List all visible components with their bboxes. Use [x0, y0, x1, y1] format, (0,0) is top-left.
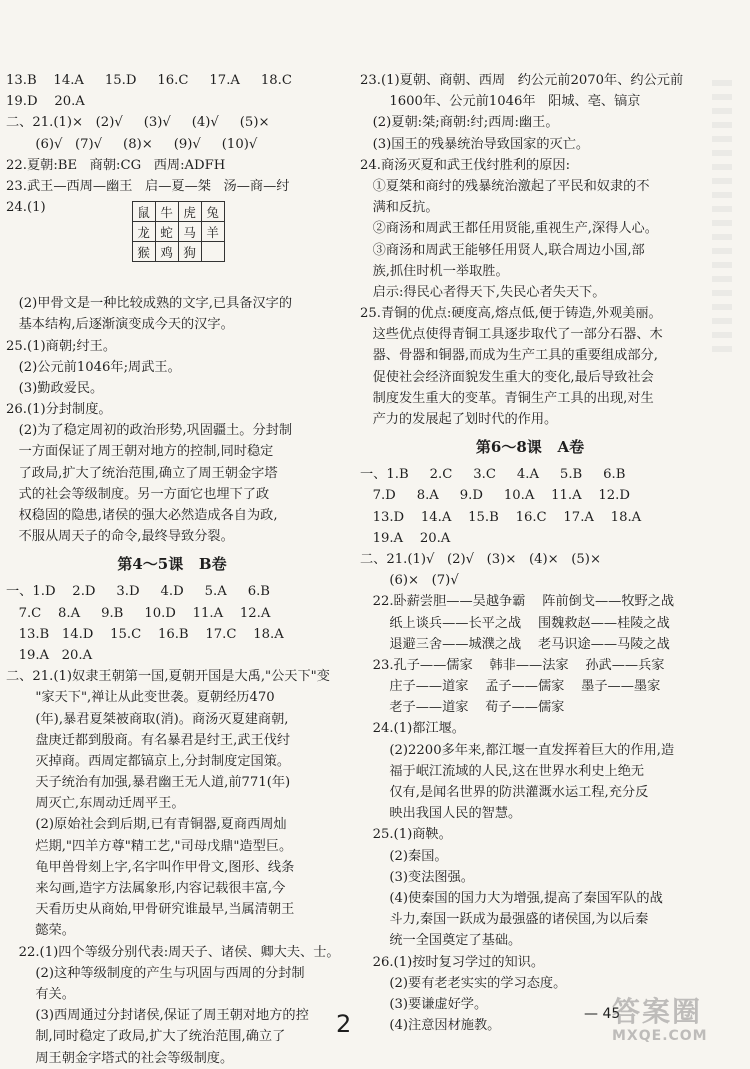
zodiac-cell: 羊: [201, 222, 224, 242]
answer-line: 龟甲兽骨刻上字,名字叫作甲骨文,图形、线条: [6, 859, 295, 875]
zodiac-cell: 牛: [155, 202, 178, 222]
answer-line: 1600年、公元前1046年 阳城、亳、镐京: [360, 94, 641, 110]
answer-line: 22.(1)四个等级分别代表:周天子、诸侯、卿大夫、士。: [6, 944, 340, 960]
answer-line: 19.A 20.A: [360, 530, 451, 546]
answer-line: (6)√ (7)√ (8)× (9)√ (10)√: [6, 136, 258, 152]
answer-line: 来勾画,造字方法属象形,内容记载很丰富,今: [6, 881, 286, 896]
answer-line: 了政局,扩大了统治范围,确立了周王朝金字塔: [6, 465, 278, 481]
answer-line: "家天下",禅让从此变世袭。夏朝经历470: [6, 690, 275, 706]
right-column: [360, 70, 700, 1036]
answer-line: 器、骨器和铜器,而成为生产工具的重要组成部分,: [360, 348, 658, 364]
answer-line: (3)西周通过分封诸侯,保证了周王朝对地方的控: [6, 1008, 309, 1024]
answer-line: 23.(1)夏朝、商朝、西周 约公元前2070年、约公元前: [360, 73, 684, 88]
answer-line: 25.(1)商鞅。: [360, 827, 452, 843]
decorative-border: [712, 80, 732, 360]
answer-line: 25.青铜的优点:硬度高,熔点低,便于铸造,外观美丽。: [360, 306, 662, 322]
zodiac-cell: 鼠: [132, 202, 155, 222]
answer-line: 周灭亡,东周动迁周平王。: [6, 796, 185, 812]
page-number: — 45: [584, 1006, 621, 1022]
answer-line: 13.D 14.A 15.B 16.C 17.A 18.A: [360, 509, 642, 525]
answer-line: 天子统治有加强,暴君幽王无人道,前771(年): [6, 775, 291, 791]
answer-line: (4)注意因材施教。: [360, 1018, 501, 1034]
left-answers-middle: [6, 293, 338, 547]
answer-line: 这些优点使得青铜工具逐步取代了一部分石器、木: [360, 327, 663, 343]
answer-line: 26.(1)按时复习学过的知识。: [360, 954, 545, 970]
zodiac-cell: 兔: [201, 202, 224, 222]
zodiac-cell: 鸡: [155, 242, 178, 262]
answer-line: 福于岷江流域的人民,这在世界水利史上绝无: [360, 763, 645, 779]
answer-line: 灭掉商。西周定都镐京上,分封制度定国策。: [6, 753, 291, 769]
answer-line: 退避三舍——城濮之战 老马识途——马陵之战: [360, 636, 670, 652]
answer-line: (2)要有老老实实的学习态度。: [360, 975, 567, 991]
answer-line: 7.C 8.A 9.B 10.D 11.A 12.A: [6, 605, 271, 621]
answer-line: (2)秦国。: [360, 848, 448, 864]
q24-row: [6, 197, 338, 293]
answer-line: ①夏桀和商纣的残暴统治激起了平民和奴隶的不: [360, 178, 650, 194]
answer-line: ③商汤和周武王能够任用贤人,联合周边小国,部: [360, 242, 645, 258]
answer-line: 纸上谈兵——长平之战 围魏救赵——桂陵之战: [360, 615, 670, 631]
answer-line: (3)国王的残暴统治导致国家的灭亡。: [360, 136, 590, 152]
right-answers-top: [360, 70, 700, 430]
answer-line: 制,同时稳定了政局,扩大了统治范围,确立了: [6, 1029, 286, 1045]
zodiac-cell: 蛇: [155, 222, 178, 242]
watermark-logo: 答案圈 MXQE.COM: [612, 995, 708, 1044]
zodiac-cell: 龙: [132, 222, 155, 242]
answer-line: 仅有,是闻名世界的防洪灌溉水运工程,充分反: [360, 785, 649, 800]
answer-line: (3)要谦虚好学。: [360, 996, 488, 1012]
answer-line: (6)× (7)√: [360, 573, 459, 589]
answer-line: 权稳固的隐患,诸侯的强大必然造成各自为政,: [6, 508, 278, 523]
zodiac-cell: 狗: [178, 242, 201, 262]
zodiac-table: [132, 201, 225, 262]
answer-line: 26.(1)分封制度。: [6, 402, 112, 418]
q24-label: 24.(1): [6, 200, 46, 216]
answer-line: 19.D 20.A: [6, 94, 85, 110]
answer-line: 映出我国人民的智慧。: [360, 806, 522, 822]
section-heading-4-5-b: 第4～5课 B卷: [117, 555, 227, 574]
zodiac-cell: [201, 242, 224, 262]
answer-line: 二、21.(1)奴隶王朝第一国,夏朝开国是大禹,"公天下"变: [6, 669, 330, 685]
left-answers-top: [6, 70, 338, 197]
answer-line: 启示:得民心者得天下,失民心者失天下。: [360, 284, 606, 300]
answer-line: 24.(1)都江堰。: [360, 721, 465, 737]
zodiac-cell: 马: [178, 222, 201, 242]
answer-line: ②商汤和周武王都任用贤能,重视生产,深得人心。: [360, 221, 658, 237]
answer-line: 周王朝金字塔式的社会等级制度。: [6, 1050, 234, 1066]
answer-line: 13.B 14.A 15.D 16.C 17.A 18.C: [6, 73, 292, 88]
zodiac-cell: 虎: [178, 202, 201, 222]
answer-line: 庄子——道家 孟子——儒家 墨子——墨家: [360, 679, 661, 695]
answer-line: (3)变法图强。: [360, 869, 474, 885]
answer-line: 一、1.D 2.D 3.D 4.D 5.A 6.B: [6, 584, 270, 600]
answer-line: 式的社会等级制度。另一方面它也埋下了政: [6, 486, 270, 502]
answer-line: 天看历史从商始,甲骨研究谁最早,当属清朝王: [6, 902, 295, 918]
answer-line: 斗力,秦国一跃成为最强盛的诸侯国,为以后秦: [360, 912, 649, 928]
answer-line: 老子——道家 荀子——儒家: [360, 700, 565, 716]
zodiac-cell: 猴: [132, 242, 155, 262]
answer-line: 24.商汤灭夏和武王伐纣胜利的原因:: [360, 157, 571, 173]
answer-line: 一、1.B 2.C 3.C 4.A 5.B 6.B: [360, 467, 626, 483]
left-answers-bottom: [6, 581, 338, 1068]
answer-line: 有关。: [6, 986, 75, 1002]
answer-line: 族,抓住时机一举取胜。: [360, 263, 509, 279]
answer-line: 23.武王—西周—幽王 启—夏—桀 汤—商—纣: [6, 178, 290, 194]
answer-line: 13.B 14.D 15.C 16.B 17.C 18.A: [6, 626, 284, 642]
answer-line: (2)公元前1046年;周武王。: [6, 359, 181, 375]
answer-line: 基本结构,后逐渐演变成今天的汉字。: [6, 317, 234, 333]
answer-line: 满和反抗。: [360, 200, 439, 216]
answer-line: (4)使秦国的国力大为增强,提高了秦国军队的战: [360, 890, 663, 906]
answer-line: (年),暴君夏桀被商取(消)。商汤灭夏建商朝,: [6, 711, 289, 727]
answer-line: 产力的发展起了划时代的作用。: [360, 412, 558, 427]
answer-line: 22.夏朝:BE 商朝:CG 西周:ADFH: [6, 157, 226, 173]
answer-line: (2)甲骨文是一种比较成熟的文字,已具备汉字的: [6, 296, 293, 312]
answer-line: 盘庚迁都到殷商。有名暴君是纣王,武王伐纣: [6, 732, 291, 748]
left-column: [6, 70, 338, 1069]
answer-line: 懿荣。: [6, 923, 75, 939]
answer-line: 7.D 8.A 9.D 10.A 11.A 12.D: [360, 488, 630, 504]
answer-line: 烂期,"四羊方尊"精工艺,"司母戊鼎"造型巨。: [6, 838, 293, 854]
answer-line: (2)2200多年来,都江堰一直发挥着巨大的作用,造: [360, 742, 675, 758]
answer-line: 二、21.(1)√ (2)√ (3)× (4)× (5)×: [360, 551, 602, 567]
answer-line: (2)原始社会到后期,已有青铜器,夏商西周灿: [6, 817, 287, 833]
answer-line: 22.卧薪尝胆——吴越争霸 阵前倒戈——牧野之战: [360, 594, 675, 610]
answer-line: 促使社会经济面貌发生重大的变化,最后导致社会: [360, 369, 654, 385]
answer-line: (2)这种等级制度的产生与巩固与西周的分封制: [6, 965, 305, 981]
answer-line: 制度发生重大的变革。青铜生产工具的出现,对生: [360, 390, 654, 406]
answer-line: 统一全国奠定了基础。: [360, 933, 522, 949]
answer-line: 23.孔子——儒家 韩非——法家 孙武——兵家: [360, 657, 665, 673]
answer-line: 25.(1)商朝;纣王。: [6, 338, 117, 354]
answer-line: 不服从周天子的命令,最终导致分裂。: [6, 529, 234, 545]
answer-line: 二、21.(1)× (2)√ (3)√ (4)√ (5)×: [6, 115, 270, 131]
handwritten-mark: 2: [336, 1010, 352, 1038]
right-answers-bottom: [360, 464, 700, 1036]
answer-line: (2)为了稳定周初的政治形势,巩固疆土。分封制: [6, 423, 293, 439]
answer-line: (2)夏朝:桀;商朝:纣;西周:幽王。: [360, 115, 559, 131]
answer-line: 19.A 20.A: [6, 647, 93, 663]
answer-line: 一方面保证了周王朝对地方的控制,同时稳定: [6, 444, 274, 460]
section-heading-6-8-a: 第6～8课 A卷: [475, 438, 585, 457]
answer-line: (3)勤政爱民。: [6, 380, 104, 396]
